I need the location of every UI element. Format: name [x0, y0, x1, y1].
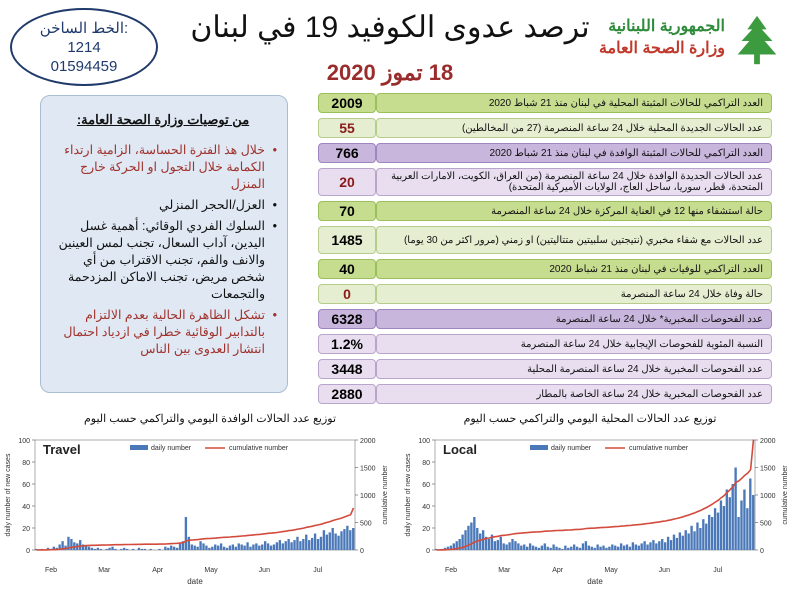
stat-row [312, 309, 772, 329]
stat-row [312, 118, 772, 138]
stat-value: 55 [318, 118, 376, 138]
daily-bar [105, 549, 107, 550]
daily-bar [70, 539, 72, 550]
daily-bar [523, 545, 525, 551]
month-label: Jun [258, 567, 270, 574]
daily-bar [211, 547, 213, 550]
daily-bar [544, 543, 546, 550]
daily-bar [299, 541, 301, 550]
hotline-badge [10, 8, 158, 86]
recommendation-item: • خلال هذ الفترة الحساسة، الزامية ارتداء الكمامة خلال التجول او الحركة خارج المنزل [49, 142, 277, 193]
daily-bar [158, 549, 160, 550]
daily-bar [293, 540, 295, 550]
daily-bar [314, 534, 316, 551]
month-label: Feb [444, 567, 458, 574]
daily-bar [646, 545, 648, 551]
daily-bar [217, 546, 219, 550]
stat-label: عدد الحالات الجديدة الوافدة خلال 24 ساعة المنصرمة (من العراق، الكويت، الامارات العربية المتحدة، قطر، سوريا، ساحل العاج، الولايات الأميركية المتحدة) [376, 168, 772, 196]
recommendation-item: • العزل/الحجر المنزلي [49, 197, 277, 214]
daily-bar [138, 548, 140, 550]
stat-label: عدد الفحوصات المخبرية خلال 24 ساعة الخاصة بالمطار [376, 384, 772, 404]
daily-bar [614, 546, 616, 550]
daily-bar [599, 547, 601, 550]
y-tick-label: 0 [426, 548, 430, 555]
y2-axis-label: cumulative number [382, 465, 389, 525]
stat-label: العدد التراكمي للوفيات في لبنان منذ 21 شباط 2020 [376, 259, 772, 279]
daily-bar [570, 547, 572, 550]
daily-bar [670, 540, 672, 550]
daily-bar [549, 548, 551, 550]
daily-bar [323, 530, 325, 550]
month-label: Jun [658, 567, 670, 574]
daily-bar [732, 484, 734, 550]
stat-label: النسبة المئوية للفحوصات الإيجابية خلال 24 ساعة المنصرمة [376, 334, 772, 354]
month-label: Jul [713, 567, 723, 574]
daily-bar [508, 542, 510, 550]
daily-bar [346, 526, 348, 550]
daily-bar [652, 540, 654, 550]
daily-bar [529, 543, 531, 550]
daily-bar [752, 495, 754, 550]
daily-bar [173, 547, 175, 550]
daily-bar [582, 543, 584, 550]
daily-bar [479, 534, 481, 551]
y-tick-label: 20 [422, 526, 430, 533]
stat-row [312, 168, 772, 196]
daily-bar [605, 548, 607, 550]
daily-bar [167, 548, 169, 550]
chart-inner-title: Local [443, 442, 477, 457]
stat-row [312, 226, 772, 254]
daily-bar [332, 528, 334, 550]
daily-bar [352, 528, 354, 550]
y-tick-label: 100 [418, 438, 430, 445]
travel-chart-title: توزيع عدد الحالات الوافدة اليومي والتراكمي حسب اليوم [83, 413, 337, 425]
daily-bar [561, 549, 563, 550]
y-tick-label: 0 [26, 548, 30, 555]
daily-bar [141, 549, 143, 550]
daily-bar [696, 523, 698, 551]
daily-bar [641, 543, 643, 550]
daily-bar [611, 545, 613, 551]
daily-bar [100, 549, 102, 550]
stat-label: العدد التراكمي للحالات المثبتة الوافدة في لبنان منذ 21 شباط 2020 [376, 143, 772, 163]
daily-bar [676, 538, 678, 550]
daily-bar [743, 490, 745, 551]
daily-bar [326, 535, 328, 550]
daily-bar [170, 546, 172, 550]
daily-bar [238, 543, 240, 550]
recommendations-list [49, 142, 277, 358]
daily-bar [337, 536, 339, 550]
daily-bar [320, 537, 322, 550]
legend-cumulative: cumulative number [629, 445, 689, 452]
daily-bar [623, 546, 625, 550]
daily-bar [717, 513, 719, 550]
daily-bar [185, 517, 187, 550]
y-tick-label: 20 [22, 526, 30, 533]
stat-row [312, 201, 772, 221]
month-label: Apr [552, 567, 564, 574]
daily-bar [535, 547, 537, 550]
month-label: May [604, 567, 618, 574]
daily-bar [591, 547, 593, 550]
stat-row [312, 334, 772, 354]
stat-value: 2880 [318, 384, 376, 404]
daily-bar [199, 541, 201, 550]
y2-tick-label: 2000 [360, 438, 376, 445]
month-label: Mar [498, 567, 511, 574]
stat-value: 0 [318, 284, 376, 304]
daily-bar [740, 501, 742, 551]
y2-tick-label: 500 [760, 520, 772, 528]
daily-bar [708, 515, 710, 550]
daily-bar [302, 539, 304, 550]
month-label: Jul [313, 567, 323, 574]
daily-bar [120, 549, 122, 550]
daily-bar [494, 541, 496, 550]
daily-bar [500, 537, 502, 550]
local-chart-title: توزيع عدد الحالات المحلية اليومي والتراكمي حسب اليوم [463, 413, 717, 425]
daily-bar [690, 526, 692, 550]
stat-row [312, 259, 772, 279]
daily-bar [505, 545, 507, 551]
daily-bar [526, 547, 528, 550]
daily-bar [714, 508, 716, 550]
y2-tick-label: 1500 [360, 465, 376, 473]
daily-bar [749, 479, 751, 551]
daily-bar [94, 549, 96, 550]
daily-bar [702, 519, 704, 550]
stat-value: 1.2% [318, 334, 376, 354]
chart-inner-title: Travel [43, 442, 81, 457]
legend-bar-swatch [130, 445, 148, 450]
stat-row [312, 384, 772, 404]
report-date: 18 تموز 2020 [326, 60, 454, 85]
stat-row [312, 93, 772, 113]
stats-table [312, 93, 772, 409]
daily-bar [123, 548, 125, 550]
daily-bar [305, 535, 307, 550]
daily-bar [208, 548, 210, 550]
stat-label: حالة استشفاء منها 12 في العناية المركزة خلال 24 ساعة المنصرمة [376, 201, 772, 221]
daily-bar [111, 547, 113, 550]
daily-bar [264, 541, 266, 550]
daily-bar [317, 539, 319, 550]
daily-bar [473, 517, 475, 550]
month-label: May [204, 567, 218, 574]
daily-bar [626, 545, 628, 551]
y-axis-label: daily number of new cases [5, 453, 12, 537]
daily-bar [258, 546, 260, 550]
daily-bar [267, 543, 269, 550]
daily-bar [290, 542, 292, 550]
daily-bar [726, 490, 728, 551]
daily-bar [340, 531, 342, 550]
daily-bar [687, 534, 689, 551]
daily-bar [235, 547, 237, 550]
daily-bar [252, 545, 254, 551]
daily-bar [658, 541, 660, 550]
daily-bar [585, 541, 587, 550]
daily-bar [470, 523, 472, 551]
daily-bar [205, 546, 207, 550]
daily-bar [108, 548, 110, 550]
daily-bar [503, 543, 505, 550]
daily-bar [91, 548, 93, 550]
y-tick-label: 40 [22, 504, 30, 511]
y2-axis-label: cumulative number [782, 465, 789, 525]
daily-bar [685, 530, 687, 550]
y2-tick-label: 1000 [360, 493, 376, 500]
daily-bar [638, 546, 640, 550]
daily-bar [488, 539, 490, 550]
travel-chart [0, 430, 395, 600]
daily-bar [202, 543, 204, 550]
daily-bar [223, 547, 225, 550]
daily-bar [567, 548, 569, 550]
stat-row [312, 143, 772, 163]
daily-bar [261, 545, 263, 551]
daily-bar [126, 549, 128, 550]
stat-value: 766 [318, 143, 376, 163]
daily-bar [164, 547, 166, 550]
stat-label: العدد التراكمي للحالات المثبتة المحلية في لبنان منذ 21 شباط 2020 [376, 93, 772, 113]
daily-bar [643, 541, 645, 550]
daily-bar [602, 546, 604, 550]
daily-bar [191, 545, 193, 551]
daily-bar [723, 506, 725, 550]
daily-bar [334, 534, 336, 551]
y-tick-label: 60 [422, 482, 430, 489]
daily-bar [720, 501, 722, 551]
cedar-logo-icon [728, 12, 786, 70]
stat-value: 3448 [318, 359, 376, 379]
y-tick-label: 40 [422, 504, 430, 511]
daily-bar [88, 547, 90, 550]
daily-bar [737, 517, 739, 550]
x-axis-label: date [587, 577, 603, 586]
daily-bar [673, 535, 675, 550]
recommendations-title: من توصيات وزارة الصحة العامة: [76, 112, 250, 127]
month-label: Mar [98, 567, 111, 574]
daily-bar [608, 547, 610, 550]
daily-bar [241, 545, 243, 551]
daily-bar [311, 538, 313, 550]
stat-value: 2009 [318, 93, 376, 113]
stat-value: 70 [318, 201, 376, 221]
daily-bar [682, 536, 684, 550]
daily-bar [196, 547, 198, 550]
daily-bar [270, 546, 272, 550]
stat-value: 6328 [318, 309, 376, 329]
x-axis-label: date [187, 577, 203, 586]
daily-bar [532, 546, 534, 550]
legend-cumulative: cumulative number [229, 445, 289, 452]
daily-bar [649, 542, 651, 550]
daily-bar [541, 546, 543, 550]
daily-bar [243, 546, 245, 550]
month-label: Apr [152, 567, 164, 574]
legend-daily: daily number [551, 445, 592, 452]
y2-tick-label: 1500 [760, 465, 776, 473]
daily-bar [249, 547, 251, 550]
y-tick-label: 60 [22, 482, 30, 489]
daily-bar [132, 549, 134, 550]
page-title: ترصد عدوى الكوفيد 19 في لبنان [190, 11, 590, 44]
daily-bar [149, 549, 151, 550]
daily-bar [255, 543, 257, 550]
ministry-line-1: الجمهورية اللبنانية [608, 18, 725, 35]
daily-bar [573, 545, 575, 551]
legend-bar-swatch [530, 445, 548, 450]
daily-bar [514, 541, 516, 550]
daily-bar [661, 539, 663, 550]
daily-bar [620, 543, 622, 550]
daily-bar [329, 532, 331, 550]
daily-bar [588, 546, 590, 550]
daily-bar [226, 548, 228, 550]
daily-bar [576, 547, 578, 550]
hotline-number-1: 1214 [67, 38, 101, 56]
daily-bar [97, 548, 99, 550]
daily-bar [746, 508, 748, 550]
daily-bar [188, 537, 190, 550]
daily-bar [667, 537, 669, 550]
daily-bar [476, 528, 478, 550]
y-tick-label: 80 [22, 460, 30, 467]
stat-label: عدد الفحوصات المخبرية خلال 24 ساعة المنصرمة المحلية [376, 359, 772, 379]
daily-bar [176, 548, 178, 550]
daily-bar [617, 547, 619, 550]
daily-bar [287, 539, 289, 550]
y2-tick-label: 1000 [760, 493, 776, 500]
recommendations-panel [40, 95, 288, 393]
daily-bar [276, 542, 278, 550]
daily-bar [229, 546, 231, 550]
stat-value: 40 [318, 259, 376, 279]
daily-bar [629, 547, 631, 550]
daily-bar [296, 537, 298, 550]
daily-bar [194, 546, 196, 550]
daily-bar [699, 528, 701, 550]
y2-tick-label: 2000 [760, 438, 776, 445]
daily-bar [711, 517, 713, 550]
daily-bar [273, 545, 275, 551]
hotline-label: الخط الساخن: [39, 19, 129, 37]
daily-bar [655, 543, 657, 550]
daily-bar [517, 543, 519, 550]
daily-bar [547, 547, 549, 550]
daily-bar [343, 529, 345, 550]
daily-bar [635, 545, 637, 551]
daily-bar [520, 546, 522, 550]
recommendation-item: • تشكل الظاهرة الحالية بعدم الالتزام بالتدابير الوقائية خطرا في ازدياد احتمال انتشار العدوى بين الناس [49, 307, 277, 358]
y2-tick-label: 0 [760, 548, 764, 555]
stat-label: عدد الفحوصات المخبرية* خلال 24 ساعة المنصرمة [376, 309, 772, 329]
local-chart [400, 430, 795, 600]
daily-bar [564, 546, 566, 550]
daily-bar [594, 548, 596, 550]
y2-tick-label: 0 [360, 548, 364, 555]
hotline-number-2: 01594459 [50, 57, 118, 75]
daily-bar [220, 543, 222, 550]
daily-bar [632, 542, 634, 550]
stat-value: 1485 [318, 226, 376, 254]
daily-bar [279, 540, 281, 550]
legend-daily: daily number [151, 445, 192, 452]
daily-bar [734, 468, 736, 551]
daily-bar [558, 548, 560, 550]
daily-bar [214, 545, 216, 551]
daily-bar [497, 540, 499, 550]
daily-bar [555, 547, 557, 550]
ministry-line-2: وزارة الصحة العامة [598, 40, 725, 57]
daily-bar [179, 543, 181, 550]
stat-row [312, 359, 772, 379]
daily-bar [596, 545, 598, 551]
daily-bar [349, 530, 351, 550]
daily-bar [538, 548, 540, 550]
stat-label: عدد الحالات مع شفاء مخبري (نتيجتين سلبيتين متتاليتين) او زمني (مرور اكثر من 30 يوما) [376, 226, 772, 254]
y2-tick-label: 500 [360, 520, 372, 528]
stat-label: عدد الحالات الجديدة المحلية خلال 24 ساعة المنصرمة (27 من المخالطين) [376, 118, 772, 138]
daily-bar [679, 532, 681, 550]
recommendation-item: • السلوك الفردي الوقائي: أهمية غسل اليدين، آداب السعال، تجنب لمس العينين والانف والفم، تجنب الاقتراب من أي شخص مريض، تجنب الاماكن المزدحمة والتجمعات [49, 218, 277, 303]
plot-area [35, 440, 355, 550]
daily-bar [693, 531, 695, 550]
stat-label: حالة وفاة خلال 24 ساعة المنصرمة [376, 284, 772, 304]
daily-bar [664, 542, 666, 550]
daily-bar [79, 540, 81, 550]
y-tick-label: 80 [422, 460, 430, 467]
ministry-name [585, 16, 725, 58]
daily-bar [246, 542, 248, 550]
y-axis-label: daily number of new cases [405, 453, 412, 537]
stat-value: 20 [318, 168, 376, 196]
y-tick-label: 100 [18, 438, 30, 445]
daily-bar [114, 549, 116, 550]
daily-bar [552, 545, 554, 551]
daily-bar [705, 524, 707, 550]
daily-bar [729, 497, 731, 550]
daily-bar [285, 541, 287, 550]
daily-bar [144, 549, 146, 550]
daily-bar [308, 540, 310, 550]
daily-bar [232, 545, 234, 551]
daily-bar [511, 539, 513, 550]
stat-row [312, 284, 772, 304]
daily-bar [579, 548, 581, 550]
month-label: Feb [44, 567, 58, 574]
daily-bar [282, 543, 284, 550]
